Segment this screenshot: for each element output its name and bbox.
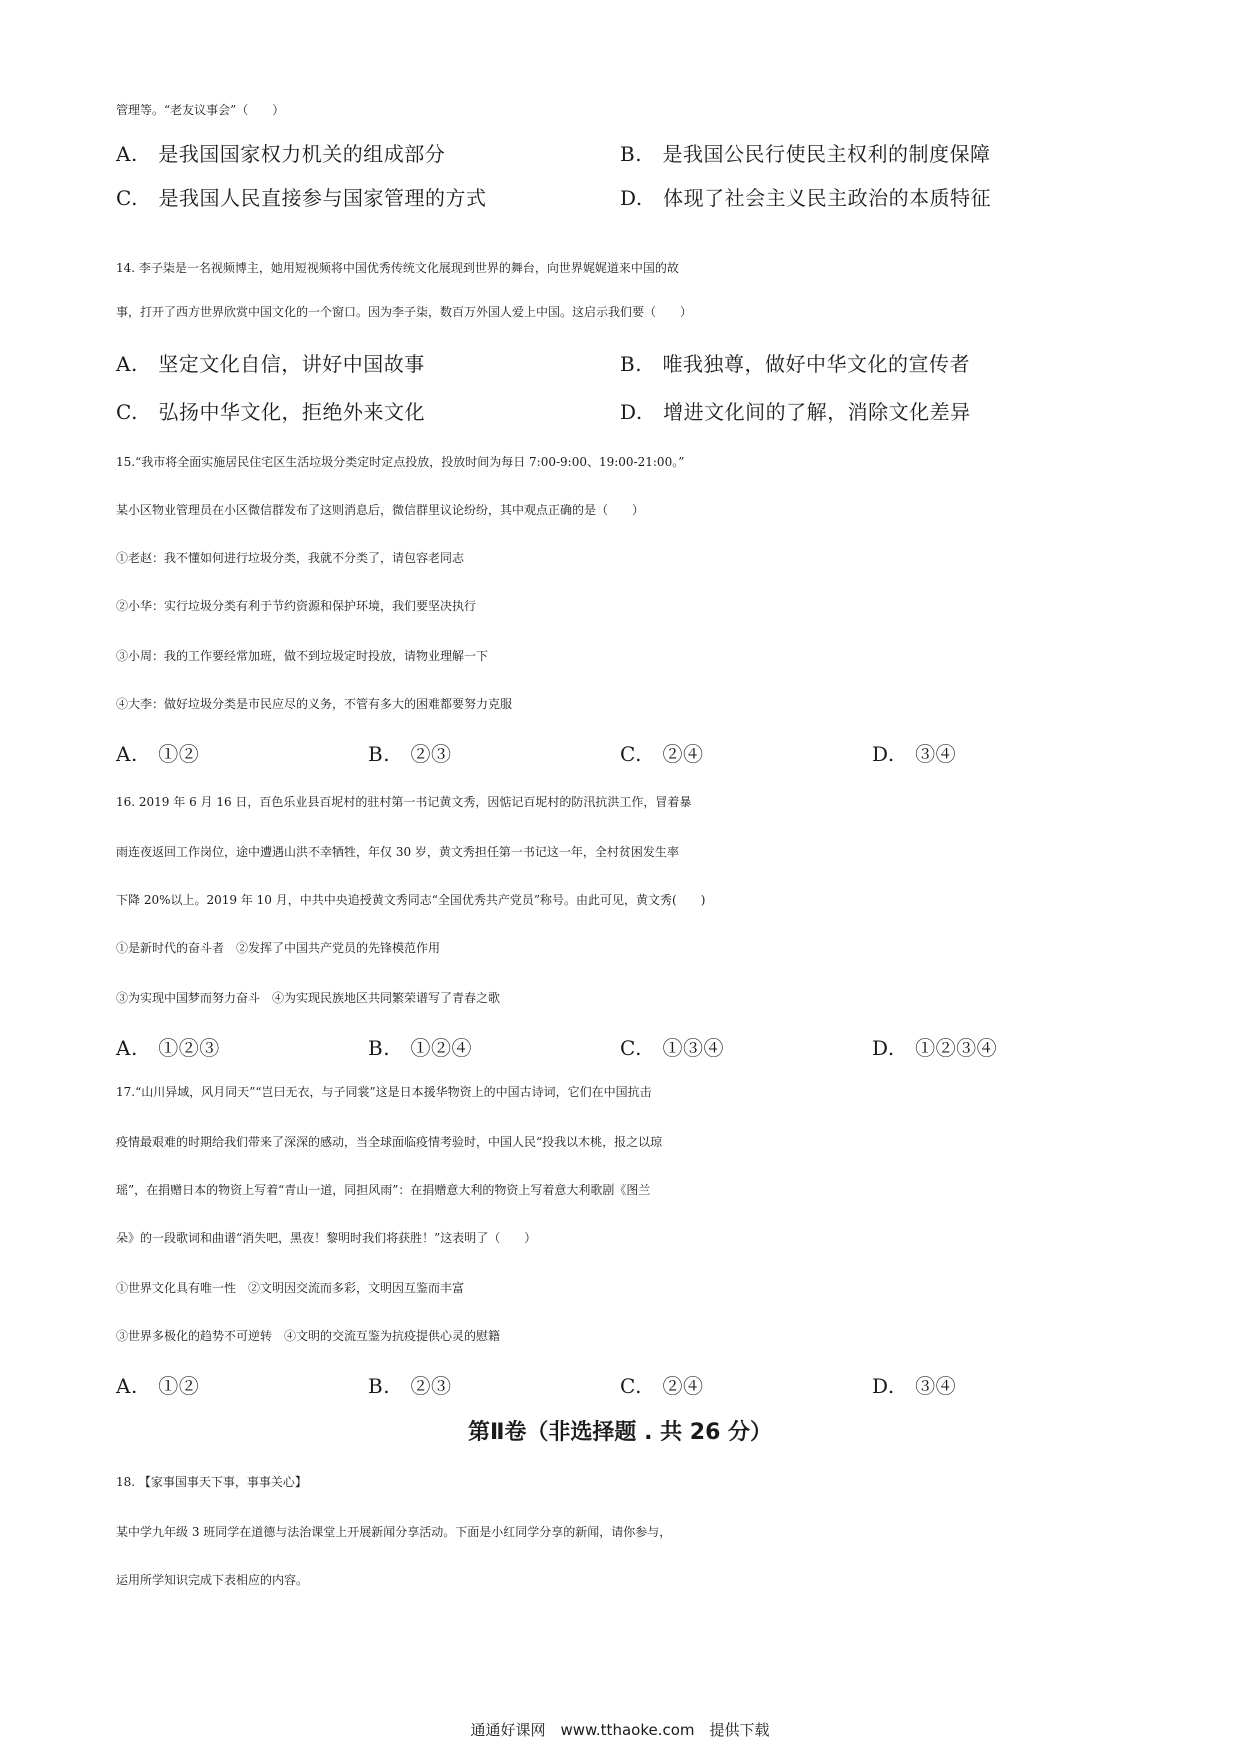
q17-statements-3-4: ③世界多极化的趋势不可逆转 ④文明的交流互鉴为抗疫提供心灵的慰籍 [116, 1329, 501, 1343]
q18-stem-line-2: 运用所学知识完成下表相应的内容。 [116, 1573, 309, 1587]
q14-stem-line-1: 14. 李子柒是一名视频博主，她用短视频将中国优秀传统文化展现到世界的舞台，向世界娓娓道来中国的故 [116, 261, 679, 275]
q15-option-d: D. ③④ [872, 742, 957, 766]
q14-option-d: D. 增进文化间的了解，消除文化差异 [620, 400, 971, 424]
q17-statements-1-2: ①世界文化具有唯一性 ②文明因交流而多彩，文明因互鉴而丰富 [116, 1281, 465, 1295]
q17-stem-line-4: 朵》的一段歌词和曲谱“消失吧，黑夜！黎明时我们将获胜！”这表明了（ ） [116, 1231, 537, 1245]
q15-statement-1: ①老赵：我不懂如何进行垃圾分类，我就不分类了，请包容老同志 [116, 551, 465, 565]
q14-option-b: B. 唯我独尊，做好中华文化的宣传者 [620, 352, 971, 376]
q16-statements-1-2: ①是新时代的奋斗者 ②发挥了中国共产党员的先锋模范作用 [116, 941, 441, 955]
q16-stem-line-2: 雨连夜返回工作岗位，途中遭遇山洪不幸牺牲，年仅 30 岁，黄文秀担任第一书记这一年，全村贫困发生率 [116, 845, 679, 859]
page-footer: 通通好课网 www.tthaoke.com 提供下载 [470, 1721, 770, 1739]
q16-stem-line-3: 下降 20%以上。2019 年 10 月，中共中央追授黄文秀同志“全国优秀共产党员”称号。由此可见，黄文秀( ) [116, 893, 706, 907]
q15-option-b: B. ②③ [368, 742, 452, 766]
q17-option-c: C. ②④ [620, 1374, 704, 1398]
q18-heading: 18. 【家事国事天下事，事事关心】 [116, 1475, 307, 1489]
q15-statement-4: ④大李：做好垃圾分类是市民应尽的义务，不管有多大的困难都要努力克服 [116, 697, 513, 711]
q16-statements-3-4: ③为实现中国梦而努力奋斗 ④为实现民族地区共同繁荣谱写了青春之歌 [116, 991, 501, 1005]
q17-stem-line-3: 瑶”，在捐赠日本的物资上写着“青山一道，同担风雨”：在捐赠意大利的物资上写着意大利歌剧《图兰 [116, 1183, 651, 1197]
q17-stem-line-2: 疫情最艰难的时期给我们带来了深深的感动，当全球面临疫情考验时，中国人民“投我以木桃，报之以琼 [116, 1135, 663, 1149]
q16-stem-line-1: 16. 2019 年 6 月 16 日，百色乐业县百坭村的驻村第一书记黄文秀，因惦记百坭村的防汛抗洪工作，冒着暴 [116, 795, 692, 809]
q17-stem-line-1: 17.“山川异域，风月同天”“岂曰无衣，与子同裳”这是日本援华物资上的中国古诗词，它们在中国抗击 [116, 1085, 652, 1099]
q13-stem-continuation: 管理等。“老友议事会”（ ） [116, 103, 285, 117]
q16-option-d: D. ①②③④ [872, 1036, 998, 1060]
q17-option-d: D. ③④ [872, 1374, 957, 1398]
q15-option-c: C. ②④ [620, 742, 704, 766]
q16-option-a: A. ①②③ [116, 1036, 220, 1060]
q14-stem-line-2: 事，打开了西方世界欣赏中国文化的一个窗口。因为李子柒，数百万外国人爱上中国。这启示我们要（ ） [116, 305, 693, 319]
q15-option-a: A. ①② [116, 742, 200, 766]
q16-option-b: B. ①②④ [368, 1036, 473, 1060]
q17-option-b: B. ②③ [368, 1374, 452, 1398]
section-2-title: 第Ⅱ卷（非选择题 . 共 26 分） [467, 1420, 773, 1445]
q16-option-c: C. ①③④ [620, 1036, 724, 1060]
q15-stem-line-1: 15.“我市将全面实施居民住宅区生活垃圾分类定时定点投放，投放时间为每日 7:00-9:00、19:00-21:00。” [116, 455, 685, 469]
q15-statement-2: ②小华：实行垃圾分类有利于节约资源和保护环境，我们要坚决执行 [116, 599, 477, 613]
q13-option-b: B. 是我国公民行使民主权利的制度保障 [620, 142, 991, 166]
q13-option-a: A. 是我国国家权力机关的组成部分 [116, 142, 446, 166]
q15-stem-line-2: 某小区物业管理员在小区微信群发布了这则消息后，微信群里议论纷纷，其中观点正确的是（ ） [116, 503, 645, 517]
q14-option-a: A. 坚定文化自信，讲好中国故事 [116, 352, 425, 376]
q14-option-c: C. 弘扬中华文化，拒绝外来文化 [116, 400, 425, 424]
q13-option-d: D. 体现了社会主义民主政治的本质特征 [620, 186, 992, 210]
q13-option-c: C. 是我国人民直接参与国家管理的方式 [116, 186, 487, 210]
q18-stem-line-1: 某中学九年级 3 班同学在道德与法治课堂上开展新闻分享活动。下面是小红同学分享的新闻，请你参与， [116, 1525, 672, 1539]
q17-option-a: A. ①② [116, 1374, 200, 1398]
q15-statement-3: ③小周：我的工作要经常加班，做不到垃圾定时投放，请物业理解一下 [116, 649, 489, 663]
